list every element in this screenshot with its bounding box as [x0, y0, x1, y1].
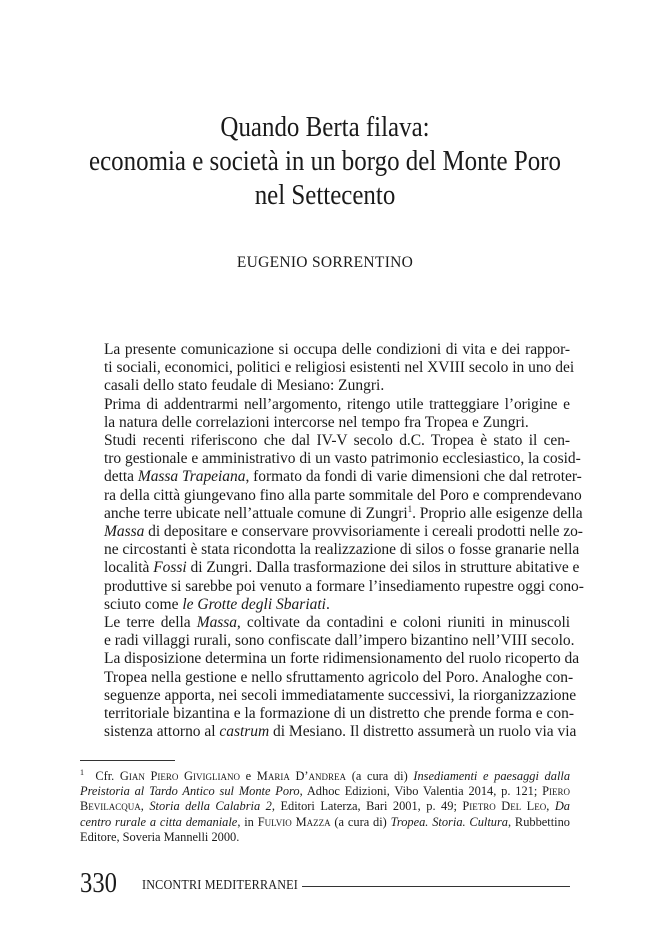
author-ref: Fulvio Mazza	[257, 814, 331, 829]
text-line: Le terre della Massa, coltivate da contadini e coloni riuniti in minuscoli	[104, 614, 570, 632]
text-line: Massa di depositare e conservare provvisoriamente i cereali prodotti nelle zo-	[104, 523, 583, 541]
author-ref: Bevilacqua	[80, 799, 141, 814]
footer-rule	[302, 886, 570, 887]
text-line: ra della città giungevano fino alla parte sommitale del Poro e comprendevano	[104, 486, 582, 504]
author-ref: Pietro Del Leo	[462, 799, 547, 814]
text-line: produttive si sarebbe poi venuto a formare l’insediamento rupestre oggi cono-	[104, 577, 584, 595]
paragraph-2	[80, 396, 570, 432]
italic-term: Massa	[104, 523, 145, 541]
author-ref: Piero	[542, 784, 570, 799]
footnote-separator	[80, 760, 175, 761]
page-footer	[80, 866, 570, 902]
text-line: sistenza attorno al castrum di Mesiano. Il distretto assumerà un ruolo via via	[104, 723, 577, 741]
italic-term: Fossi	[153, 559, 187, 577]
footnote-marker: 1	[80, 767, 84, 777]
title-line-2: economia e società in un borgo del Monte Poro	[89, 145, 561, 177]
author-name: EUGENIO SORRENTINO	[236, 254, 414, 271]
text-line: tro gestionale e amministrativo di un vasto patrimonio ecclesiastico, la cosid-	[104, 450, 581, 468]
text-line: Prima di addentrarmi nell’argomento, ritengo utile tratteggiare l’origine e	[104, 395, 570, 413]
text-line: ne circostanti è stata ricondotta la realizzazione di silos o fosse granarie nella	[104, 541, 580, 559]
text-line: Studi recenti riferiscono che dal IV-V secolo d.C. Tropea è stato il cen-	[104, 432, 570, 450]
text-line: e radi villaggi rurali, sono confiscate dall’impero bizantino nell’VIII secolo.	[104, 632, 575, 650]
text-line: la natura delle correlazioni intercorse nel tempo fra Tropea e Zungri.	[104, 413, 529, 431]
italic-term: castrum	[219, 723, 270, 741]
text-line: La presente comunicazione si occupa delle condizioni di vita e dei rappor-	[104, 341, 570, 358]
italic-term: Massa	[196, 614, 237, 632]
paragraph-3	[80, 432, 584, 614]
running-head: INCONTRI MEDITERRANEI	[142, 877, 298, 892]
article-title	[46, 110, 605, 212]
text-line: anche terre ubicate nell’attuale comune di Zungri$^1$. Proprio alle esigenze della	[104, 503, 583, 522]
text-line: Tropea nella gestione e nello sfruttamento agricolo del Poro. Analoghe con-	[104, 668, 574, 686]
page-number: 330	[80, 867, 117, 899]
text-line: casali dello stato feudale di Mesiano: Zungri.	[104, 377, 385, 395]
text-line: ti sociali, economici, politici e religiosi esistenti nel XVIII secolo in uno dei	[104, 359, 575, 377]
text-line: $^1$ Cfr. Gian Piero Givigliano e Maria D’andrea (a cura di) Insediamenti e paesaggi dalla	[80, 767, 571, 783]
footnote-reference[interactable]: 1	[407, 503, 413, 514]
footnote-1	[80, 769, 570, 845]
text-line: La disposizione determina un forte ridimensionamento del ruolo ricoperto da	[104, 650, 580, 668]
article-body	[80, 341, 584, 741]
text-line: Editore, Soveria Mannelli 2000.	[80, 829, 240, 844]
paragraph-1	[80, 341, 575, 396]
text-line: seguenze apporta, nei secoli immediatamente successivi, la riorganizzazione	[104, 686, 577, 704]
text-line: centro rurale a citta demaniale, in Fulvio Mazza (a cura di) Tropea. Storia. Cultura, Rubbettino	[80, 814, 570, 829]
title-line-1: Quando Berta filava:	[220, 111, 430, 143]
text-line: Preistoria al Tardo Antico sul Monte Poro, Adhoc Edizioni, Vibo Valentia 2014, p. 121; Piero	[80, 784, 570, 799]
italic-term: le Grotte degli Sbariati	[182, 595, 326, 613]
text-line: Bevilacqua, Storia della Calabria 2, Editori Laterza, Bari 2001, p. 49; Pietro Del Leo, Da	[80, 799, 571, 814]
author-ref: Gian Piero Givigliano	[119, 769, 240, 783]
paragraph-4	[80, 614, 580, 741]
title-line-3: nel Settecento	[254, 179, 396, 211]
text-line: località Fossi di Zungri. Dalla trasformazione dei silos in strutture abitative e	[104, 559, 580, 577]
text-line: detta Massa Trapeiana, formato da fondi di varie dimensioni che dal retroter-	[104, 468, 582, 486]
text-line: sciuto come le Grotte degli Sbariati.	[104, 595, 330, 613]
author-ref: Maria D’andrea	[256, 769, 347, 783]
text-line: territoriale bizantina e la formazione di un distretto che prende forma e con-	[104, 705, 575, 723]
italic-term: Massa Trapeiana	[137, 468, 246, 486]
